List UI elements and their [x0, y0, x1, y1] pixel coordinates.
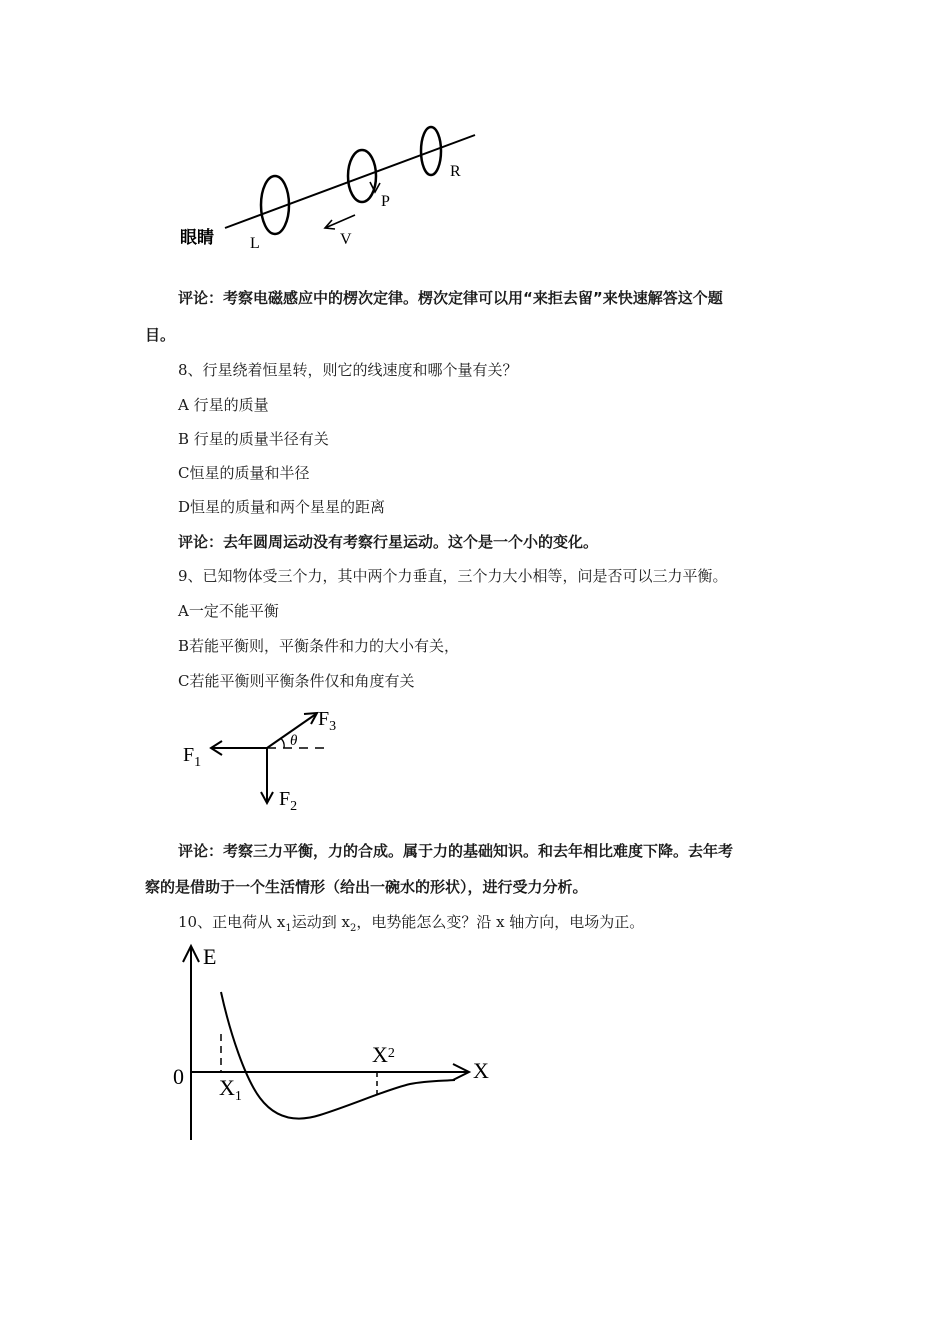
label-X: X — [473, 1058, 489, 1083]
q9-option-c: C若能平衡则平衡条件仅和角度有关 — [178, 672, 415, 690]
label-L: L — [250, 235, 260, 252]
label-E: E — [203, 944, 217, 969]
label-eye: 眼睛 — [180, 228, 214, 247]
comment-q8: 评论：去年圆周运动没有考察行星运动。这个是一个小的变化。 — [178, 533, 599, 551]
q8-option-b: B 行星的质量半径有关 — [178, 430, 329, 448]
label-theta: θ — [290, 733, 298, 749]
label-x2: $X^2$ — [372, 1042, 395, 1067]
figure-induction-rings — [170, 120, 490, 260]
figure-three-forces — [180, 700, 360, 820]
label-f1: $F_1$ — [183, 744, 202, 770]
label-origin: 0 — [173, 1064, 184, 1089]
question-10: 10、正电荷从 $x_1$运动到 $x_2$，电势能怎么变？沿 x 轴方向，电场为正。 — [178, 913, 645, 934]
comment-q9-line2: 察的是借助于一个生活情形（给出一碗水的形状），进行受力分析。 — [145, 878, 588, 896]
question-9: 9、已知物体受三个力，其中两个力垂直，三个力大小相等，问是否可以三力平衡。 — [178, 567, 728, 585]
comment-q7-line1: 评论：考察电磁感应中的楞次定律。楞次定律可以用“来拒去留”来快速解答这个题 — [178, 289, 723, 307]
q9-option-b: B若能平衡则，平衡条件和力的大小有关， — [178, 637, 460, 655]
q9-option-a: A一定不能平衡 — [178, 602, 279, 620]
comment-q9-line1: 评论：考察三力平衡，力的合成。属于力的基础知识。和去年相比难度下降。去年考 — [178, 842, 734, 860]
label-f2: $F_2$ — [279, 788, 298, 814]
velocity-arrow — [325, 215, 355, 228]
label-x1: $X_1$ — [219, 1075, 242, 1104]
label-f3: $F_3$ — [318, 708, 337, 734]
figure-e-x-graph — [165, 938, 505, 1153]
comment-q7-line2: 目。 — [145, 326, 176, 344]
field-curve — [221, 992, 455, 1119]
q8-option-d: D恒星的质量和两个星星的距离 — [178, 498, 386, 516]
label-P: P — [381, 193, 390, 210]
label-V: V — [340, 231, 352, 248]
q8-option-c: C恒星的质量和半径 — [178, 464, 310, 482]
label-R: R — [450, 163, 461, 180]
q8-option-a: A 行星的质量 — [178, 396, 269, 414]
question-8: 8、行星绕着恒星转，则它的线速度和哪个量有关？ — [178, 361, 518, 379]
